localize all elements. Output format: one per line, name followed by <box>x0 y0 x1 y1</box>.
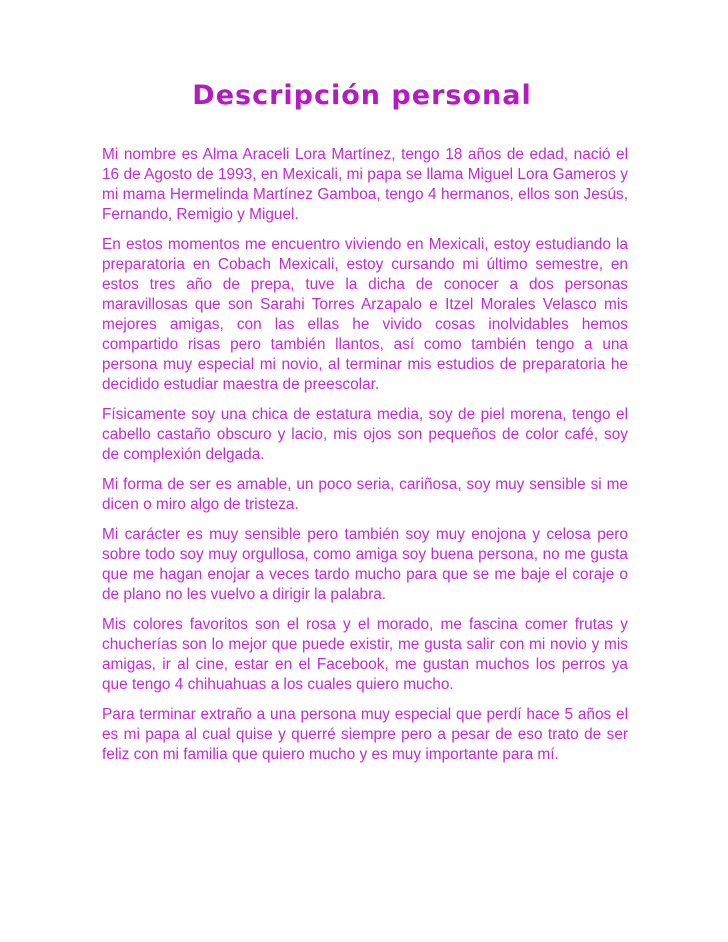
paragraph-physical: Físicamente soy una chica de estatura media, soy de piel morena, tengo el cabello castaño obscuro y lacio, mis ojos son pequeños de color café, soy de complexión delgada. <box>102 406 628 463</box>
paragraph-intro: Mi nombre es Alma Araceli Lora Martínez, tengo 18 años de edad, nació el 16 de Agosto de 1993, en Mexicali, mi papa se llama Miguel Lora Gameros y mi mama Hermelinda Martínez Gamboa, tengo 4 hermanos, ellos son Jesús, Fernando, Remigio y Miguel. <box>102 146 628 223</box>
paragraph-character: Mi carácter es muy sensible pero también soy muy enojona y celosa pero sobre todo soy muy orgullosa, como amiga soy buena persona, no me gusta que me hagan enojar a veces tardo mucho para que se me baje el coraje o de plano no les vuelvo a dirigir la palabra. <box>102 526 628 603</box>
paragraph-closing: Para terminar extraño a una persona muy especial que perdí hace 5 años el es mi papa al cual quise y querré siempre pero a pesar de eso trato de ser feliz con mi familia que quiero mucho y es muy importante para mí. <box>102 706 628 763</box>
paragraph-favorites: Mis colores favoritos son el rosa y el morado, me fascina comer frutas y chucherías son lo mejor que puede existir, me gusta salir con mi novio y mis amigas, ir al cine, estar en el Facebook, me gustan muchos los perros ya que tengo 4 chihuahuas a los cuales quiero mucho. <box>102 616 628 693</box>
paragraph-current-life: En estos momentos me encuentro viviendo en Mexicali, estoy estudiando la preparatoria en Cobach Mexicali, estoy cursando mi último semestre, en estos tres año de prepa, tuve la dicha de conocer a dos personas maravillosas que son Sarahi Torres Arzapalo e Itzel Morales Velasco mis mejores amigas, con las ellas he vivido cosas inolvidables hemos compartido risas pero también llantos, así como también tengo a una persona muy especial mi novio, al terminar mis estudios de preparatoria he decidido estudiar maestra de preescolar. <box>102 236 628 393</box>
paragraph-personality: Mi forma de ser es amable, un poco seria, cariñosa, soy muy sensible si me dicen o miro algo de tristeza. <box>102 476 628 513</box>
document-body <box>102 145 628 775</box>
document-title: Descripción personal <box>192 80 532 111</box>
